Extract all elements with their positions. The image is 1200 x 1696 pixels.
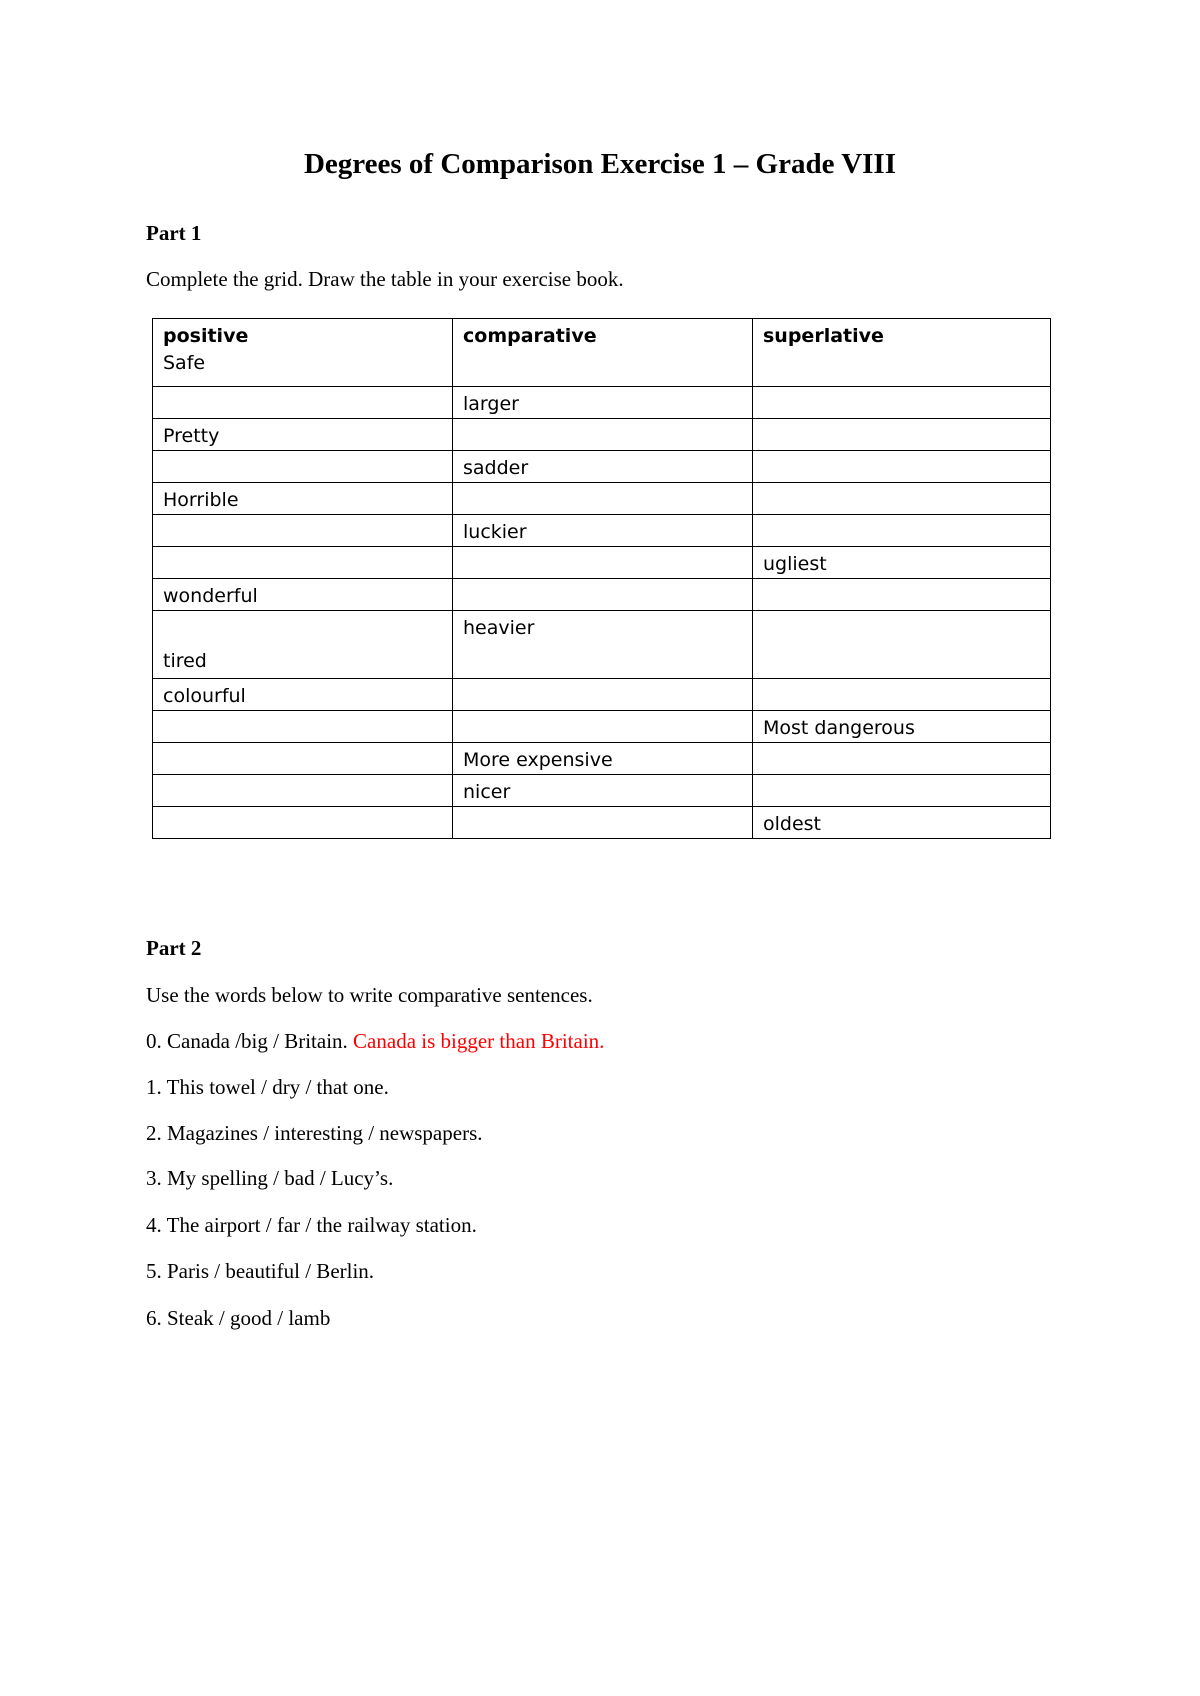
table-cell: heavier bbox=[453, 611, 753, 679]
table-cell bbox=[453, 483, 753, 515]
exercise-item: 3. My spelling / bad / Lucy’s. bbox=[146, 1166, 394, 1190]
exercise-item: 5. Paris / beautiful / Berlin. bbox=[146, 1259, 375, 1283]
table-row bbox=[153, 711, 1051, 743]
table-cell bbox=[453, 419, 753, 451]
table-cell bbox=[453, 807, 753, 839]
part2-instruction: Use the words below to write comparative sentences. bbox=[146, 983, 593, 1007]
table-cell: luckier bbox=[453, 515, 753, 547]
table-cell bbox=[153, 515, 453, 547]
table-cell bbox=[153, 807, 453, 839]
table-cell bbox=[753, 611, 1051, 679]
table-row bbox=[153, 579, 1051, 611]
table-cell: tired bbox=[153, 611, 453, 679]
table-cell: ugliest bbox=[753, 547, 1051, 579]
table-cell bbox=[753, 579, 1051, 611]
first-row-positive: Safe bbox=[163, 352, 206, 374]
table-cell bbox=[153, 387, 453, 419]
header-positive: positive bbox=[163, 325, 249, 347]
table-cell bbox=[453, 711, 753, 743]
table-cell: sadder bbox=[453, 451, 753, 483]
table-cell bbox=[753, 515, 1051, 547]
table-cell bbox=[753, 387, 1051, 419]
example-answer: Canada is bigger than Britain. bbox=[353, 1029, 605, 1053]
table-row bbox=[153, 611, 1051, 679]
table-cell: larger bbox=[453, 387, 753, 419]
header-superlative: superlative bbox=[753, 319, 1051, 387]
part2-heading: Part 2 bbox=[146, 936, 202, 960]
table-cell: More expensive bbox=[453, 743, 753, 775]
table-row bbox=[153, 387, 1051, 419]
table-row bbox=[153, 483, 1051, 515]
table-cell bbox=[153, 743, 453, 775]
table-cell bbox=[753, 451, 1051, 483]
table-row bbox=[153, 515, 1051, 547]
example-sentence bbox=[146, 1028, 604, 1054]
table-cell: oldest bbox=[753, 807, 1051, 839]
header-positive-cell bbox=[153, 319, 453, 387]
example-prompt: 0. Canada /big / Britain. bbox=[146, 1029, 348, 1053]
part1-instruction: Complete the grid. Draw the table in your exercise book. bbox=[146, 267, 624, 291]
exercise-item: 1. This towel / dry / that one. bbox=[146, 1075, 389, 1099]
exercise-item: 6. Steak / good / lamb bbox=[146, 1306, 331, 1330]
table-row bbox=[153, 419, 1051, 451]
table-cell bbox=[153, 451, 453, 483]
exercise-item: 2. Magazines / interesting / newspapers. bbox=[146, 1121, 483, 1145]
table-cell: wonderful bbox=[153, 579, 453, 611]
table-row bbox=[153, 775, 1051, 807]
part1-heading: Part 1 bbox=[146, 221, 202, 245]
table-cell bbox=[753, 483, 1051, 515]
table-row bbox=[153, 547, 1051, 579]
table-cell bbox=[753, 775, 1051, 807]
table-cell: Most dangerous bbox=[753, 711, 1051, 743]
table-cell bbox=[453, 679, 753, 711]
table-cell bbox=[153, 547, 453, 579]
table-header-row bbox=[153, 319, 1051, 387]
table-cell bbox=[153, 711, 453, 743]
table-cell: colourful bbox=[153, 679, 453, 711]
table-cell: Pretty bbox=[153, 419, 453, 451]
table-cell bbox=[453, 579, 753, 611]
table-cell: nicer bbox=[453, 775, 753, 807]
table-cell bbox=[453, 547, 753, 579]
table-row bbox=[153, 807, 1051, 839]
table-cell bbox=[153, 775, 453, 807]
table-row bbox=[153, 679, 1051, 711]
exercise-item: 4. The airport / far / the railway station. bbox=[146, 1213, 477, 1237]
table-cell bbox=[753, 679, 1051, 711]
comparison-grid bbox=[152, 318, 1051, 839]
table-cell bbox=[753, 419, 1051, 451]
table-cell bbox=[753, 743, 1051, 775]
table-row bbox=[153, 451, 1051, 483]
header-comparative: comparative bbox=[453, 319, 753, 387]
table-row bbox=[153, 743, 1051, 775]
table-cell: Horrible bbox=[153, 483, 453, 515]
page-title: Degrees of Comparison Exercise 1 – Grade VIII bbox=[303, 148, 897, 180]
